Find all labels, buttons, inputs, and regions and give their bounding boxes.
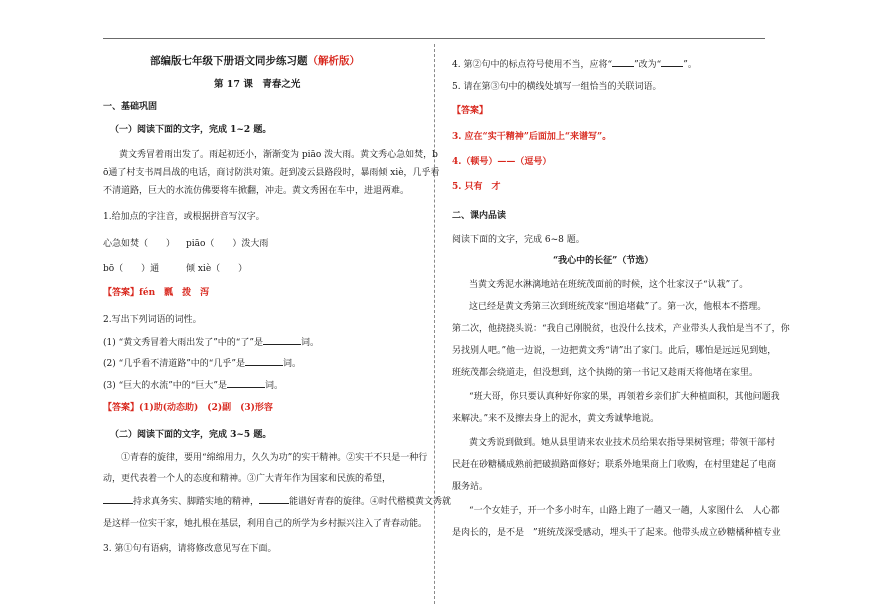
passage-line: 是肉长的，是不是 ”班统茂深受感动，埋头干了起来。他带头成立砂糖橘种植专业 xyxy=(452,528,781,538)
answer-5: 5. 只有 才 xyxy=(452,182,501,192)
passage-line: 班统茂都会绕道走，但没想到，这个执拗的第一书记又趁雨天将他堵在家里。 xyxy=(452,368,759,378)
question-1: 1.给加点的字注音，或根据拼音写汉字。 xyxy=(103,212,265,222)
answer-3: 3. 应在“实干精神”后面加上“来谱写”。 xyxy=(452,132,612,142)
answer-label: 【答案】 xyxy=(103,403,140,413)
answer-4: 4.（顿号）——（逗号） xyxy=(452,157,552,167)
passage-line: 黄文秀说到做到。她从县里请来农业技术员给果农指导果树管理；带领干部村 xyxy=(469,438,776,448)
q4-text: ”改为“ xyxy=(634,60,662,70)
answer-1 xyxy=(103,287,209,299)
answer-label: 【答案】 xyxy=(452,106,489,116)
document-title xyxy=(150,55,360,67)
q2-item-text: (2) “几乎看不清道路”中的“几乎”是 xyxy=(103,359,246,369)
part2-heading: （二）阅读下面的文字，完成 3~5 题。 xyxy=(110,430,272,440)
section-heading-1: 一、基础巩固 xyxy=(103,102,158,112)
q2-item-suffix: 词。 xyxy=(283,359,302,369)
q1-item: 倾 xiè（ ） xyxy=(186,264,248,274)
blank-line xyxy=(259,494,289,504)
passage-line: 另找别人吧。”他一边说，一边把黄文秀“请”出了家门。此后，哪怕是远远见到她， xyxy=(452,346,777,356)
passage2-text: 能谱好青春的旋律。④时代楷模黄文秀就 xyxy=(289,497,452,507)
answer-blank xyxy=(227,378,265,388)
title-text: 部编版七年级下册语文同步练习题 xyxy=(150,55,308,67)
q1-item: 心急如焚（ ） xyxy=(103,239,176,249)
passage1-line: 黄文秀冒着雨出发了。雨起初还小，渐渐变为 piāo 泼大雨。黄文秀心急如焚，b xyxy=(119,150,438,160)
q2-item-suffix: 词。 xyxy=(265,381,284,391)
header-rule xyxy=(103,38,765,39)
answer-text: (1)助(动态助) (2)副 (3)形容 xyxy=(139,403,273,413)
passage2-text: 持求真务实、脚踏实地的精神， xyxy=(133,497,260,507)
lesson-title: 第 17 课 青春之光 xyxy=(214,79,301,90)
q2-item-text: (3) “巨大的水流”中的“巨大”是 xyxy=(103,381,228,391)
passage-line: 服务站。 xyxy=(452,482,489,492)
passage-line: “班大哥，你只要认真种好你家的果，再领着乡亲们扩大种植面积，其他问题我 xyxy=(469,392,780,402)
passage1-line: 不清道路，巨大的水流仿佛要将车掀翻，冲走。黄文秀困在车中，进退两难。 xyxy=(103,186,410,196)
q2-item-text: (1) “黄文秀冒着大雨出发了”中的“了”是 xyxy=(103,338,264,348)
answer-blank xyxy=(612,57,634,67)
column-divider xyxy=(434,44,435,604)
passage1-line: ō通了村支书周昌战的电话，商讨防洪对策。赶到凌云县路段时，暴雨倾 xiè，几乎看 xyxy=(103,168,440,178)
reading-heading: 阅读下面的文字，完成 6~8 题。 xyxy=(452,235,585,245)
q2-item xyxy=(103,356,301,370)
passage-line: 当黄文秀泥水淋漓地站在班统茂面前的时候，这个壮家汉子“认栽”了。 xyxy=(469,280,749,290)
q2-item-suffix: 词。 xyxy=(301,338,320,348)
answer-blank xyxy=(245,356,283,366)
passage2-line: 是这样一位实干家，她扎根在基层，利用自己的所学为乡村振兴注入了青春动能。 xyxy=(103,519,428,529)
question-2: 2.写出下列词语的词性。 xyxy=(103,315,202,325)
q2-item xyxy=(103,378,283,392)
passage-line: 这已经是黄文秀第三次到班统茂家“围追堵截”了。第一次，他根本不搭理。 xyxy=(469,302,767,312)
q4-text: 4. 第②句中的标点符号使用不当，应将“ xyxy=(452,60,613,70)
passage2-line: ①青春的旋律，要用“绵绵用力，久久为功”的实干精神。②实干不只是一种行 xyxy=(121,453,428,463)
part1-heading: （一）阅读下面的文字，完成 1~2 题。 xyxy=(110,125,272,135)
passage-title: “我心中的长征”（节选） xyxy=(553,256,654,266)
blank-line xyxy=(103,494,133,504)
answer-text: fén 瓢 拨 泻 xyxy=(139,288,210,298)
answer-blank xyxy=(263,335,301,345)
passage-line: 民赶在砂糖橘成熟前把破损路面修好；联系外地果商上门收购，在村里建起了电商 xyxy=(452,460,777,470)
answer-blank xyxy=(661,57,683,67)
question-4 xyxy=(452,57,697,71)
answer-label: 【答案】 xyxy=(103,288,140,298)
q1-item: piāo（ ）泼大雨 xyxy=(186,239,269,249)
question-5: 5. 请在第③句中的横线处填写一组恰当的关联词语。 xyxy=(452,82,662,92)
q2-item xyxy=(103,335,319,349)
passage-line: “一个女娃子，开一个多小时车，山路上跑了一趟又一趟，人家图什么 人心都 xyxy=(469,506,780,516)
passage-line: 第二次，他挠挠头说：“我自己刚脱贫，也没什么技术，产业带头人我怕是当不了，你 xyxy=(452,324,790,334)
question-3: 3. 第①句有语病，请将修改意见写在下面。 xyxy=(103,544,277,554)
passage2-line: 动，更代表着一个人的态度和精神。③广大青年作为国家和民族的希望， xyxy=(103,474,392,484)
passage-line: 来解决。”来不及擦去身上的泥水，黄文秀诚挚地说。 xyxy=(452,414,660,424)
q1-item: bō（ ）通 xyxy=(103,264,160,274)
passage2-line xyxy=(103,494,451,508)
section-heading-2: 二、课内品读 xyxy=(452,211,507,221)
q4-text: ”。 xyxy=(683,60,697,70)
title-suffix: （解析版） xyxy=(307,55,360,67)
answer-2 xyxy=(103,402,273,414)
